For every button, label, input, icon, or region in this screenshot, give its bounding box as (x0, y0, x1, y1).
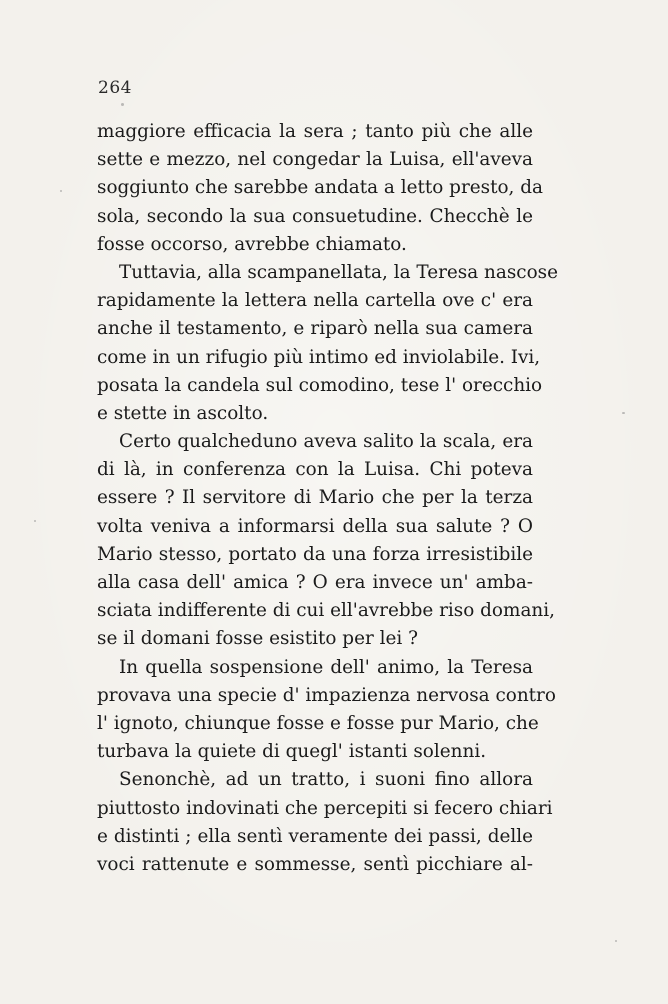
text-line: e stette in ascolto. (97, 402, 269, 424)
text-line: sciata indifferente di cui ell'avrebbe riso domani, (97, 600, 555, 622)
page-number: 264 (98, 78, 132, 98)
text-line: soggiunto che sarebbe andata a letto presto, da (97, 177, 543, 199)
paragraph-3 (97, 428, 555, 654)
text-line: In quella sospensione dell' animo, la Teresa (119, 656, 533, 678)
text-line: l' ignoto, chiunque fosse e fosse pur Mario, che (97, 712, 539, 734)
text-line: di là, in conferenza con la Luisa. Chi poteva (97, 459, 533, 481)
text-line: volta veniva a informarsi della sua salute ? O (97, 515, 533, 537)
text-line: Certo qualcheduno aveva salito la scala, era (119, 431, 533, 453)
text-line: Tuttavia, alla scampanellata, la Teresa nascose (119, 261, 558, 283)
text-line: anche il testamento, e riparò nella sua camera (97, 318, 533, 340)
text-line: e distinti ; ella sentì veramente dei passi, delle (97, 825, 533, 847)
text-line: posata la candela sul comodino, tese l' orecchio (97, 374, 543, 396)
text-line: maggiore efficacia la sera ; tanto più che alle (97, 121, 533, 142)
text-line: piuttosto indovinati che percepiti si fecero chiari (97, 797, 553, 819)
text-line: rapidamente la lettera nella cartella ove c' era (97, 290, 533, 312)
paper-speck (622, 412, 625, 414)
paper-speck (615, 940, 617, 942)
text-line: turbava la quiete di quegl' istanti solenni. (97, 741, 487, 763)
text-line: essere ? Il servitore di Mario che per la terza (97, 487, 533, 509)
text-line: provava una specie d' impazienza nervosa contro (97, 684, 556, 706)
paragraph-4 (97, 654, 556, 767)
text-line: come in un rifugio più intimo ed inviolabile. Ivi, (97, 346, 541, 368)
body-text (97, 118, 558, 879)
paragraph-1 (97, 118, 543, 259)
text-line: voci rattenute e sommesse, sentì picchiare al- (97, 853, 533, 875)
text-line: sette e mezzo, nel congedar la Luisa, ell'aveva (97, 149, 533, 171)
paper-speck (34, 520, 36, 522)
text-line: se il domani fosse esistito per lei ? (97, 628, 418, 650)
text-line: alla casa dell' amica ? O era invece un' amba- (97, 572, 533, 593)
paragraph-2 (97, 259, 558, 428)
paper-speck (60, 190, 62, 192)
text-line: Senonchè, ad un tratto, i suoni fino allora (119, 769, 533, 791)
paragraph-5 (97, 766, 553, 879)
paper-speck (121, 103, 124, 106)
text-line: sola, secondo la sua consuetudine. Checchè le (97, 205, 533, 227)
text-line: Mario stesso, portato da una forza irresistibile (97, 543, 533, 565)
text-line: fosse occorso, avrebbe chiamato. (97, 233, 407, 255)
